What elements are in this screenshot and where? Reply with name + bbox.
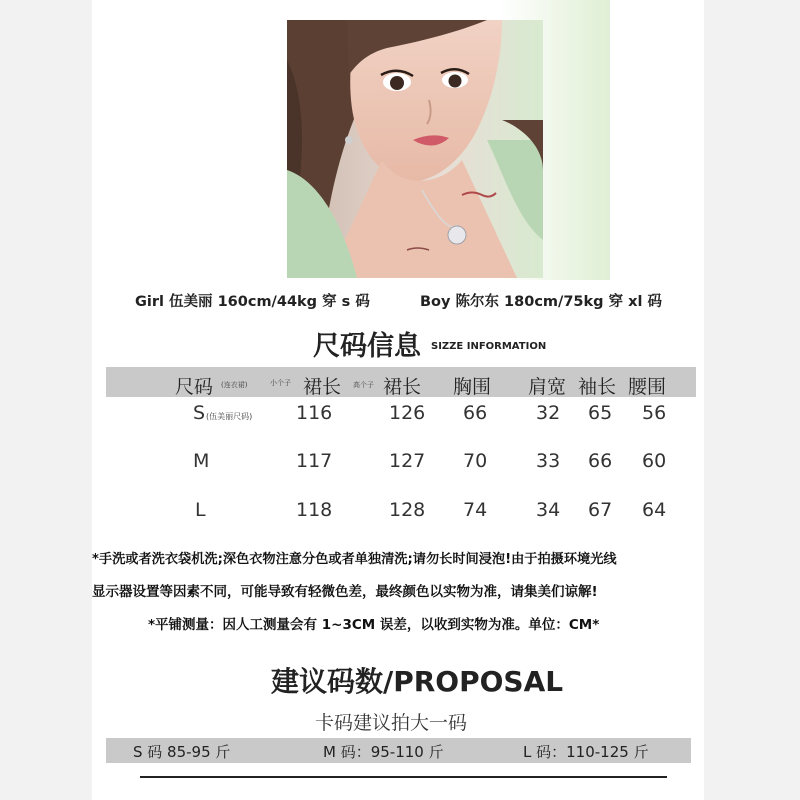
- header-shoulder: 肩宽: [528, 376, 567, 398]
- bottom-divider: [140, 776, 667, 778]
- weight-guide-l: L 码：110-125 斤: [523, 743, 649, 761]
- row-s-shoulder: 32: [536, 402, 561, 424]
- model-photo-illustration: [287, 20, 543, 278]
- weight-guide-s: S 码 85-95 斤: [133, 743, 231, 761]
- header-small-note: 小个子: [270, 379, 291, 387]
- size-info-subtitle: SIZZE INFORMATION: [431, 341, 547, 352]
- row-m-chest: 70: [463, 450, 488, 472]
- weight-guide-m: M 码：95-110 斤: [323, 743, 444, 761]
- care-note-line-1: *手洗或者洗衣袋机洗;深色衣物注意分色或者单独清洗;请勿长时间浸泡!由于拍摄环境光线: [92, 552, 617, 567]
- row-l-skirt-small: 118: [296, 499, 333, 521]
- header-waist: 腰围: [628, 376, 667, 398]
- row-m-size: M: [193, 450, 210, 472]
- header-skirt-length-tall: 裙长: [383, 376, 422, 398]
- proposal-subtitle: 卡码建议拍大一码: [315, 712, 468, 734]
- girl-model-caption: Girl 伍美丽 160cm/44kg 穿 s 码: [135, 294, 370, 310]
- row-l-sleeve: 67: [588, 499, 613, 521]
- header-size-note: (连衣裙): [221, 381, 248, 389]
- row-s-waist: 56: [642, 402, 667, 424]
- row-m-sleeve: 66: [588, 450, 613, 472]
- row-s-sleeve: 65: [588, 402, 613, 424]
- row-s-skirt-small: 116: [296, 402, 333, 424]
- row-l-waist: 64: [642, 499, 667, 521]
- row-l-chest: 74: [463, 499, 488, 521]
- row-m-skirt-tall: 127: [389, 450, 426, 472]
- proposal-title: 建议码数/PROPOSAL: [271, 665, 564, 698]
- header-tall-note: 高个子: [353, 381, 374, 389]
- header-skirt-length-small: 裙长: [303, 376, 342, 398]
- size-info-title: 尺码信息: [313, 331, 421, 362]
- row-m-skirt-small: 117: [296, 450, 333, 472]
- row-s-note: (伍美丽尺码): [206, 412, 253, 421]
- row-m-shoulder: 33: [536, 450, 561, 472]
- care-note-line-2: 显示器设置等因素不同，可能导致有轻微色差，最终颜色以实物为准，请集美们谅解!: [92, 584, 598, 600]
- header-chest: 胸围: [453, 376, 492, 398]
- row-s-size: S: [193, 402, 206, 424]
- boy-model-caption: Boy 陈尔东 180cm/75kg 穿 xl 码: [420, 294, 662, 310]
- row-l-shoulder: 34: [536, 499, 561, 521]
- measure-note: *平铺测量：因人工测量会有 1~3CM 误差，以收到实物为准。单位：CM*: [148, 617, 600, 633]
- row-l-size: L: [195, 499, 206, 521]
- header-size: 尺码: [175, 376, 214, 398]
- header-sleeve: 袖长: [578, 376, 617, 398]
- row-l-skirt-tall: 128: [389, 499, 426, 521]
- row-m-waist: 60: [642, 450, 667, 472]
- model-photo: [287, 20, 543, 278]
- row-s-chest: 66: [463, 402, 488, 424]
- row-s-skirt-tall: 126: [389, 402, 426, 424]
